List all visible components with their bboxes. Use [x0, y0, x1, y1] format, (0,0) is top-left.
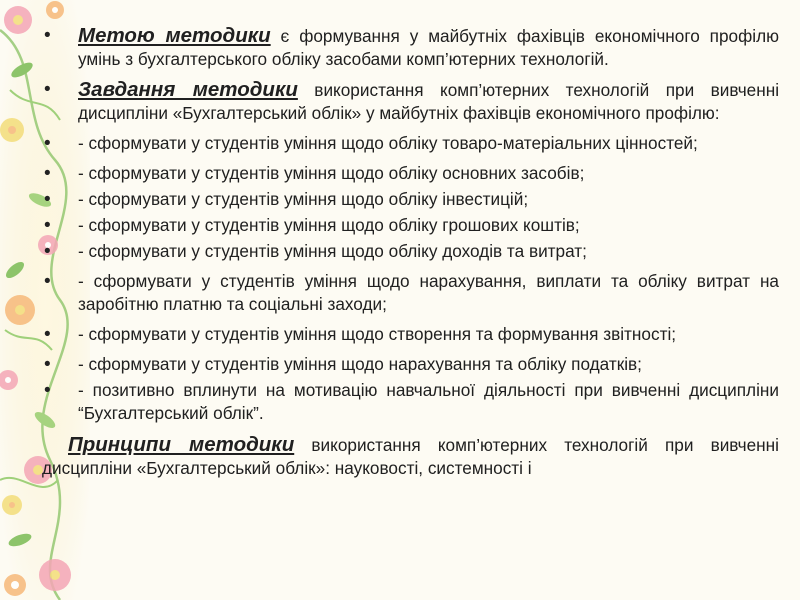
task-text: - позитивно вплинути на мотивацію навчальної діяльності при вивченні дисципліни “Бухгалтерський облік”. [78, 380, 779, 423]
task-item [42, 162, 779, 185]
task-item [42, 270, 779, 316]
goal-item [42, 24, 779, 71]
task-text: - сформувати у студентів уміння щодо обліку інвестицій; [78, 189, 529, 209]
bullet-icon: • [44, 189, 51, 210]
task-text: - сформувати у студентів уміння щодо нарахування та обліку податків; [78, 354, 642, 374]
task-text: - сформувати у студентів уміння щодо обліку товаро-матеріальних цінностей; [78, 133, 698, 153]
task-item [42, 379, 779, 425]
tasks-text: використання комп’ютерних технологій при вивченні дисципліни «Бухгалтерський облік» у майбутніх фахівців економічного профілю: [78, 80, 780, 123]
bullet-icon: • [44, 324, 51, 345]
tasks-item [42, 78, 779, 125]
bullet-icon: • [44, 215, 51, 236]
task-text: - сформувати у студентів уміння щодо нарахування, виплати та обліку витрат на заробітню платню та соціальні заходи; [78, 271, 779, 314]
principles-paragraph [42, 433, 779, 480]
task-item [42, 323, 779, 346]
bullet-icon: • [44, 133, 51, 154]
principles-term: Принципи методики [68, 433, 295, 456]
task-item [42, 353, 779, 376]
bullet-icon: • [44, 354, 51, 375]
slide-content [42, 24, 779, 497]
task-item [42, 132, 779, 155]
principles-text: використання комп’ютерних технологій при вивченні дисципліни «Бухгалтерський облік»: науковості, системності і [42, 435, 779, 478]
bullet-icon: • [44, 163, 51, 184]
tasks-term: Завдання методики [78, 78, 298, 101]
task-item [42, 188, 779, 211]
task-text: - сформувати у студентів уміння щодо обліку грошових коштів; [78, 215, 580, 235]
task-item [42, 240, 779, 263]
bullet-list [42, 24, 779, 425]
task-text: - сформувати у студентів уміння щодо обліку основних засобів; [78, 163, 585, 183]
task-item [42, 214, 779, 237]
task-text: - сформувати у студентів уміння щодо створення та формування звітності; [78, 324, 677, 344]
bullet-icon: • [44, 25, 51, 46]
bullet-icon: • [44, 380, 51, 401]
bullet-icon: • [44, 271, 51, 292]
goal-text: є формування у майбутніх фахівців економічного профілю умінь з бухгалтерського обліку засобами комп’ютерних технологій. [78, 26, 779, 69]
bullet-icon: • [44, 241, 51, 262]
task-text: - сформувати у студентів уміння щодо обліку доходів та витрат; [78, 241, 587, 261]
bullet-icon: • [44, 79, 51, 100]
goal-term: Метою методики [78, 24, 271, 47]
